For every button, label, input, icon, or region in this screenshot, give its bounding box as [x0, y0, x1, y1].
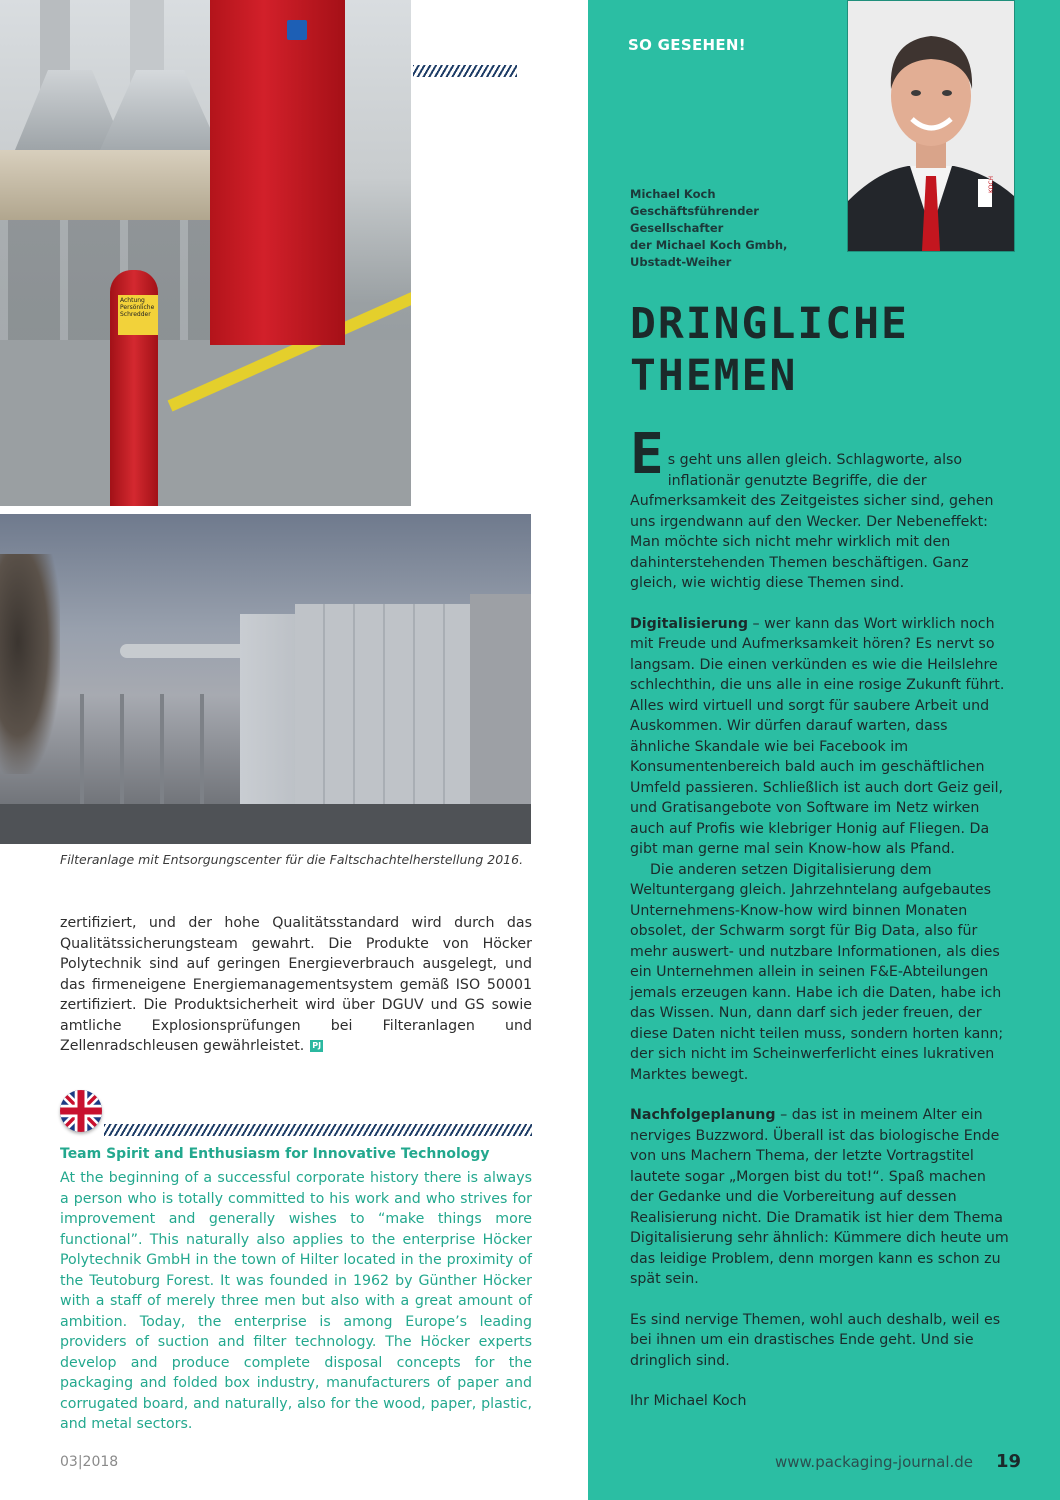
paragraph-weltuntergang: Die anderen setzen Digitalisierung dem Weltuntergang gleich. Jahrzehntelang aufgebautes Unternehmens-Know-how wird binnen Monaten obsolet, der Schwarm sorgt für Big Data, also für mehr auswert- und nutzbare Informationen, als dies ein Unternehmen allein in seinen F&E-Abteilungen jemals erzeugen kann. Habe ich die Daten, habe ich das Wissen. Nun, dann darf sich jeder freuen, der diese Daten nicht teilen muss, sondern horten kann; der sich nicht im Scheinwerferlicht eines lukrativen Marktes bewegt. [630, 861, 1004, 1083]
english-summary-body: At the beginning of a successful corporate history there is always a person who is totally committed to his work and who strives for improvement and generally wishes to “make things more functional”. This naturally also applies to the enterprise Höcker Polytechnik GmbH in the town of Hilter located in the proximity of the Teutoburg Forest. It was founded in 1962 by Günther Höcker with a staff of merely three men but also with a great amount of ambition. Today, the enterprise is among Europe’s leading providers of suction and filter technology. The Höcker experts develop and produce complete disposal concepts for the packaging and folded box industry, manufacturers of paper and corrugated board, and naturally, also for the wood, paper, plastic, and metal sectors. [60, 1170, 532, 1432]
photo-floor [0, 340, 411, 506]
photo-hopper [100, 70, 220, 150]
issue-number: 03|2018 [60, 1454, 119, 1470]
keyword-digitalisierung: Digitalisierung [630, 615, 749, 632]
photo-steel-structure [80, 694, 250, 814]
paragraph-nachfolge-text: – das ist in meinem Alter ein nerviges Buzzword. Überall ist das biologische Ende von uns Machern Thema, der letzte Vortragstitel lautete sogar „Morgen bist du tot!“. Spaß machen der Gedanke und die Vorbereitung auf dessen Realisierung nicht. Die Dramatik ist hier dem Thema Digitalisierung sehr ähnlich: Kümmere dich heute um das leidige Problem, denn morgen kann es schon zu spät sein. [630, 1107, 1009, 1287]
german-article-continuation [60, 913, 532, 1057]
german-text: zertifiziert, und der hohe Qualitätsstandard wird durch das Qualitätssicherungsteam gewahrt. Die Produkte von Höcker Polytechnik sind auf geringen Energieverbrauch ausgelegt, und das firmeneigene Energiemanagementsystem gemäß ISO 50001 zertifiziert. Die Produktsicherheit wird über DGUV und GS sowie amtliche Explosionsprüfungen bei Filteranlagen und Zellenradschleusen gewährleistet. [60, 915, 532, 1054]
drop-cap: E [630, 422, 664, 487]
page-number: 19 [996, 1451, 1022, 1472]
photo-control-panel [287, 20, 307, 40]
signoff: Ihr Michael Koch [630, 1393, 747, 1409]
paragraph-intro [630, 422, 1010, 594]
photo-filter-plant [0, 514, 531, 844]
uk-flag-icon [60, 1090, 102, 1132]
headline-line-2: THEMEN [630, 351, 798, 401]
paragraph-digitalisierung [630, 614, 1010, 860]
author-role: Geschäftsführender Gesellschafter [630, 204, 759, 235]
hatch-divider [104, 1124, 532, 1136]
footer-website: www.packaging-journal.de [775, 1453, 974, 1471]
column-headline [630, 298, 1040, 402]
paragraph-digitalisierung-text: – wer kann das Wort wirklich noch mit Freude und Aufmerksamkeit hören? Es nervt so langsam. Die einen verkünden es wie die Heilslehre schlechthin, die uns alle in eine rosige Zukunft führt. Alles wird virtuell und sorgt für saubere Arbeit und Auskommen. Wir dürfen darauf warten, dass ähnliche Skandale wie bei Facebook im Konsumentenbereich bald auch im geschäftlichen Umfeld passieren. Schließlich ist auch dort Geiz geil, und Gratisangebote von Software im Netz wirken auch auf Profis wie klebriger Honig auf Fliegen. Da gibt man gerne mal sein Know-how als Pfand. [630, 615, 1005, 857]
photo-warning-sign: Achtung Persönliche Schredder [118, 295, 158, 335]
photo-filter-machine [0, 0, 411, 506]
author-portrait [847, 0, 1015, 252]
author-location: Ubstadt-Weiher [630, 255, 732, 269]
author-company: der Michael Koch Gmbh, [630, 238, 788, 252]
photo-building [470, 594, 531, 824]
photo-red-machine [210, 0, 345, 345]
keyword-nachfolgeplanung: Nachfolgeplanung [630, 1107, 776, 1123]
column-body [630, 422, 1010, 1432]
english-summary-title: Team Spirit and Enthusiasm for Innovative Technology [60, 1146, 490, 1162]
portrait-illustration [848, 1, 1014, 251]
pj-end-badge: PJ [312, 1041, 322, 1050]
photo-caption: Filteranlage mit Entsorgungscenter für die Faltschachtelherstellung 2016. [60, 852, 524, 867]
author-name: Michael Koch [630, 187, 716, 201]
lapel-logo: KOCH [988, 175, 995, 193]
paragraph-closing: Es sind nervige Themen, wohl auch deshalb, weil es bei ihnen um ein drastisches Ende geht. Und sie dringlich sind. [630, 1311, 1001, 1369]
hatch-divider [413, 65, 517, 77]
headline-line-1: DRINGLICHE [630, 299, 909, 349]
photo-ground [0, 804, 531, 844]
paragraph-intro-text: s geht uns allen gleich. Schlagworte, also inflationär genutzte Begriffe, die der Aufmerksamkeit des Zeitgeistes sicher sind, gehen uns irgendwann auf den Wecker. Der Nebeneffekt: Man möchte sich nicht mehr wirklich mit den dahinterstehenden Themen beschäftigen. Ganz gleich, wie wichtig diese Themen sind. [630, 452, 994, 591]
photo-tree [0, 554, 60, 774]
section-tag: SO GESEHEN! [628, 36, 746, 54]
paragraph-nachfolge [630, 1105, 1010, 1290]
author-info [630, 186, 840, 271]
photo-filter-tower [295, 604, 480, 834]
